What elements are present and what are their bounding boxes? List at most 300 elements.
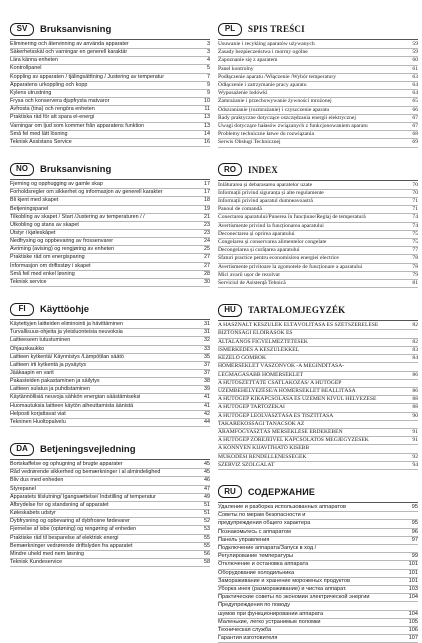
toc-entry-page: 95 (411, 520, 418, 527)
section-divider (218, 502, 418, 503)
toc-entry-title: BIZTONSÁGI ELŐÍRÁSOK ÉS (218, 330, 293, 337)
toc-entry-title: Informasjon om driftsstøy i skapet (10, 262, 91, 269)
toc-entry (10, 123, 210, 131)
toc-entry-page: 82 (412, 338, 418, 345)
toc-entry-title: Уборка инея (размораживание) и чистка аппарат. (218, 585, 347, 592)
section-divider (218, 320, 418, 321)
toc-entry-page: 75 (412, 239, 418, 246)
toc-entry-page: 11 (204, 106, 210, 113)
toc-entry-page: 17 (204, 189, 210, 196)
toc-entry-page: 92 (412, 453, 418, 460)
toc-entry (218, 553, 418, 561)
toc-entry-page: 55 (204, 542, 210, 549)
language-badge: PL (218, 23, 242, 36)
toc-entry-page: 95 (411, 503, 418, 510)
toc-entry-page: 27 (204, 262, 210, 269)
toc-entry-title: Avertismente privind la funcționarea aparatului (218, 222, 324, 229)
toc-entry (10, 510, 210, 518)
toc-entry-title: Odszranianie (rozmrażanie) i czyszczenie aparatu (218, 106, 330, 113)
toc-entry-title: A KÖNNYEN KIJAVÍTHATÓ KISEBB (218, 445, 310, 452)
toc-entry-title: A HŰTŐGÉP LEOLVASZTÁSA ÉS TISZTÍTÁSA (218, 412, 334, 419)
toc-entry-page: 74 (412, 222, 418, 229)
section-header (218, 163, 418, 177)
toc-entry (218, 41, 418, 49)
toc-entry-page: 63 (412, 73, 418, 80)
toc-entry (218, 545, 418, 553)
toc-entry (218, 190, 418, 198)
toc-entry-title: Informații privind siguranța și alte regulamente (218, 189, 324, 196)
toc-entry (10, 559, 210, 567)
toc-entry-page: 51 (204, 501, 210, 508)
toc-entry (218, 98, 418, 106)
toc-entry-title: Praktiske råd om energisparing (10, 254, 85, 261)
toc-entry-title: TAKARÉKOSSÁGI TANÁCSOK AZ (218, 420, 305, 427)
toc-entry-title: Nedfrysing og oppbevaring av frossenvarer (10, 238, 114, 245)
toc-entry (10, 403, 210, 411)
left-column (10, 22, 210, 567)
toc-entry-page: 81 (412, 280, 418, 287)
toc-entry-page: 13 (204, 122, 210, 129)
toc-entry (10, 477, 210, 485)
toc-entry (10, 49, 210, 57)
language-badge: HU (218, 304, 242, 317)
toc-entry-title: Панель управления (218, 536, 270, 543)
toc-entry (218, 445, 418, 453)
toc-entry-page: 69 (412, 139, 418, 146)
section-ro (218, 163, 418, 289)
toc-entry-title: A HŰTŐGÉP TARTOZÉKAI (218, 404, 285, 411)
toc-entry-page: 52 (204, 518, 210, 525)
section-header (218, 485, 418, 499)
toc-entry (218, 198, 418, 206)
toc-entry-title: Apparatets tilslutning/ Igangsættelse/ Indstilling af temperatur (10, 493, 156, 500)
section-da (10, 442, 210, 567)
section-header (10, 22, 210, 36)
toc-entry (218, 537, 418, 545)
toc-entry (218, 602, 418, 610)
toc-entry-title: Varningar om ljud som kommer från apparatens funktion (10, 122, 145, 129)
toc-entry-page: 94 (412, 461, 418, 468)
toc-entry-title: A HŰTŐGÉP ZÖREJEIVEL KAPCSOLATOS MEGJEGYZÉSEK (218, 437, 369, 444)
toc-entry-page: 88 (412, 404, 418, 411)
toc-entry (10, 74, 210, 82)
toc-entry (10, 394, 210, 402)
toc-entry-page: 9 (207, 81, 210, 88)
toc-entry-page: 74 (412, 214, 418, 221)
toc-entry (218, 214, 418, 222)
toc-entry-title: Sfaturi practice pentru economisirea energiei electrice (218, 255, 339, 262)
toc-entry (10, 65, 210, 73)
toc-entry-page: 59 (412, 41, 418, 47)
section-ru (218, 485, 418, 643)
toc-entry-page: 86 (412, 371, 418, 378)
toc-entry (10, 362, 210, 370)
toc-entry (10, 222, 210, 230)
toc-entry (10, 57, 210, 65)
toc-entry (10, 419, 210, 427)
toc-entry-page: 19 (204, 205, 210, 212)
toc-entry (218, 82, 418, 90)
toc-entry (10, 106, 210, 114)
toc-entry (10, 502, 210, 510)
toc-entry-title: A HASZNÁLT KÉSZÜLÉK ELTÁVOLÍTÁSA ÉS SZÉTSZERELÉSE (218, 322, 379, 329)
toc-entry-title: Практические советы по экономии электрической энергии (218, 594, 370, 601)
toc-entry-page: 42 (204, 410, 210, 417)
language-badge: NO (10, 163, 34, 176)
toc-entry (10, 494, 210, 502)
toc-entry-title: A HŰTŐGÉP KIKAPCSOLÁSA ÉS ÜZEMEN KÍVÜL HELYEZÉSE (218, 396, 377, 403)
toc-entry-page: 21 (204, 213, 210, 220)
toc-entry-page: 78 (412, 255, 418, 262)
section-no (10, 162, 210, 287)
section-title: SPIS TREŚCI (248, 24, 305, 34)
toc-entry-page: 3 (207, 41, 210, 47)
toc-entry-page: 30 (204, 278, 210, 285)
toc-entry-page: 3 (207, 49, 210, 56)
toc-entry-page: 97 (411, 536, 418, 543)
toc-entry (10, 90, 210, 98)
toc-entry-title: Käytettyjen laitteiden eliminointi ja hävittäminen (10, 321, 123, 328)
toc-entry-title: Avriming (avising) og rengjøring av enheten (10, 246, 115, 253)
toc-entry-title: ÁLTALÁNOS FIGYELMEZTETÉSEK (218, 338, 308, 345)
section-divider (218, 39, 418, 40)
toc-entry (218, 272, 418, 280)
toc-entry (218, 462, 418, 470)
toc-entry (10, 139, 210, 147)
toc-entry-title: Koppling av apparaten / tjälingsätttning / Justering av temperatur (10, 73, 165, 80)
toc-entry-page: 64 (412, 90, 418, 97)
toc-entry (10, 263, 210, 271)
toc-entry-title: Bli kjent med skapet (10, 197, 59, 204)
toc-entry-page: 41 (204, 394, 210, 401)
toc-entry-page: 78 (412, 263, 418, 270)
toc-entry-title: ÜZEMBEHELYEZÉSE/A HŐMÉRSÉKLET BEÁLLÍTÁSA (218, 387, 356, 394)
toc-entry-page: 13 (204, 114, 210, 121)
language-badge: SV (10, 23, 34, 36)
toc-entry-page: 31 (204, 321, 210, 328)
toc-entry (218, 264, 418, 272)
toc-entry (218, 529, 418, 537)
toc-entry (10, 543, 210, 551)
toc-entry-title: Congelarea și conservarea alimentelor congelate (218, 239, 327, 246)
toc-entry (218, 239, 418, 247)
toc-entry-title: Teknisk Kundeservice (10, 558, 63, 565)
toc-entry-title: Turvallisuus-ohjeita ja yleisluonteisia neuvoksia (10, 329, 123, 336)
section-divider (10, 39, 210, 40)
toc-entry (218, 107, 418, 115)
toc-entry-title: Problemy techniczne łatwe do rozwiązania (218, 131, 314, 138)
toc-entry-page: 70 (412, 181, 418, 188)
toc-entry-title: Helposti korjattavat viat (10, 410, 66, 417)
toc-entry (218, 255, 418, 263)
toc-entry-title: HŐMÉRSÉKLET VÁSZONVOK -A MEGINDÍTÁSA- (218, 363, 345, 370)
toc-entry-title: Laitteen sulatus ja puhdistaminen (10, 386, 91, 393)
section-title: INDEX (248, 164, 279, 175)
toc-entry-title: Säkerhetsskäl och varningar en generell karaktär (10, 49, 128, 56)
toc-entry (10, 279, 210, 287)
toc-entry-page: 65 (412, 98, 418, 105)
toc-entry (10, 41, 210, 49)
toc-entry-page: 104 (408, 594, 418, 601)
toc-entry-title: LEGMAGASABB HŐMÉRSÉKLET (218, 371, 303, 378)
toc-entry (10, 82, 210, 90)
toc-entry-page: 46 (204, 477, 210, 484)
toc-entry (218, 404, 418, 412)
toc-entry-page: 91 (412, 428, 418, 435)
toc-entry-title: Informații privind aparatul dumneavoastră (218, 198, 313, 205)
toc-entry-title: Rady praktyczne dotyczące oszczędzania energii elektrycznej (218, 114, 356, 121)
toc-entry (218, 396, 418, 404)
toc-entry (218, 74, 418, 82)
toc-entry-title: шумов при функционировании аппарата (218, 610, 324, 617)
toc-entry-title: Uwagi dotyczące hałasów związanych z funkcjonowaniem aparatu (218, 123, 368, 130)
toc-entry-title: KEZELŐ GOMBOK (218, 355, 267, 362)
toc-entry-page: 68 (412, 131, 418, 138)
toc-entry (218, 57, 418, 65)
toc-entry-title: Гарантия изготовителя (218, 635, 278, 642)
toc-entry (10, 230, 210, 238)
toc-entry (10, 486, 210, 494)
toc-entry-title: Советы по мерам безопасности и (218, 512, 306, 519)
toc-entry (10, 114, 210, 122)
section-divider (10, 179, 210, 180)
toc-entry-page: 41 (204, 402, 210, 409)
toc-entry-page: 82 (412, 322, 418, 329)
toc-entry-page: 38 (204, 378, 210, 385)
toc-entry-title: SZERVIZ SZOLGÁLAT (218, 461, 275, 468)
toc-entry-title: Mindre uheld med nem løsning (10, 550, 85, 557)
toc-entry-title: Frysa och konservera djupfrysta matvaror (10, 98, 110, 105)
toc-entry-title: Odłączenie i zatrzymanie pracy aparatu (218, 82, 307, 89)
toc-entry (218, 454, 418, 462)
toc-entry-title: Kylens utrustning (10, 89, 52, 96)
toc-entry-title: Forholdsregler om sikkerhet og informasjon av generell karakter (10, 189, 163, 196)
toc-entry (218, 372, 418, 380)
toc-entry-title: Usuwanie i recykling aparatów używanych (218, 41, 315, 47)
toc-entry (218, 247, 418, 255)
toc-entry-page: 45 (204, 469, 210, 476)
toc-entry-title: Dybfrysning og opbevaring af dybfrosne fødevarer (10, 518, 130, 525)
toc-entry (10, 181, 210, 189)
toc-entry-page: 39 (204, 386, 210, 393)
toc-entry-page: 33 (204, 345, 210, 352)
toc-entry-title: ISMERKEDÉS A KÉSZÜLÉKKEL (218, 346, 300, 353)
toc-entry (218, 627, 418, 635)
toc-entry-page: 64 (412, 82, 418, 89)
toc-entry-title: Apparatens urkoppling och kopp (10, 81, 88, 88)
toc-entry-page: 84 (412, 355, 418, 362)
toc-entry-page: 16 (204, 138, 210, 145)
toc-entry (218, 413, 418, 421)
toc-entry-title: Podłączenie aparatu /Włączenie /Wybór temperatury (218, 73, 337, 80)
toc-entry-title: Удаление и разборка использованных аппаратов (218, 503, 347, 510)
section-divider (218, 180, 418, 181)
toc-entry-title: Отключение и остановка аппарата (218, 561, 309, 568)
toc-entry (10, 370, 210, 378)
toc-entry (218, 578, 418, 586)
toc-entry-page: 71 (412, 206, 418, 213)
toc-entry (10, 98, 210, 106)
toc-entry-title: Laitteen kytkentä/ Käynnistys /Lämpötilan säätö (10, 353, 124, 360)
toc-entry-title: Mici avarii ușor de rezolvat (218, 271, 280, 278)
toc-entry (218, 123, 418, 131)
toc-entry-page: 25 (204, 246, 210, 253)
toc-entry (218, 619, 418, 627)
toc-entry (218, 363, 418, 371)
toc-entry-title: Ohjauskaukko (10, 345, 45, 352)
right-column (218, 22, 418, 643)
toc-entry-title: Betjeningspanel (10, 205, 49, 212)
toc-entry-title: Bortskaffelse og ophugning af brugte apparater (10, 461, 123, 468)
toc-entry-title: Huomautuksia laitteen käytön aiheuttamista äänistä (10, 402, 134, 409)
toc-entry-page: 31 (204, 329, 210, 336)
toc-entry-page: 44 (204, 418, 210, 425)
toc-entry (10, 535, 210, 543)
section-pl (218, 22, 418, 148)
section-divider (10, 459, 210, 460)
toc-entry-page: 58 (204, 558, 210, 565)
toc-entry (10, 131, 210, 139)
section-hu (218, 303, 418, 470)
toc-entry-page: 17 (204, 181, 210, 188)
toc-entry-page: 67 (412, 114, 418, 121)
toc-entry-page: 37 (204, 361, 210, 368)
toc-entry-title: Käytännöllisiä neuvoja sähkön energian säästämiseksi (10, 394, 141, 401)
toc-entry (218, 339, 418, 347)
toc-entry-page: 75 (412, 230, 418, 237)
toc-entry (10, 189, 210, 197)
section-header (10, 302, 210, 316)
toc-entry-title: Tilkobling av skapet / Start /Justering av temperaturen / / (10, 213, 145, 220)
toc-entry-title: Tekninen Huoltopalvelu (10, 418, 66, 425)
toc-entry-title: Små fel med lätt lösning (10, 130, 68, 137)
toc-entry (218, 635, 418, 643)
language-badge: DA (10, 443, 34, 456)
toc-entry-title: MŰKÖDÉSI RENDELLENESSÉGEK (218, 453, 307, 460)
toc-entry (10, 329, 210, 337)
toc-entry-title: Avertismente privitoare la zgomotele de funcționare a aparatului (218, 263, 363, 270)
toc-entry (10, 461, 210, 469)
section-sv (10, 22, 210, 147)
toc-entry (218, 504, 418, 512)
section-title: Bruksanvisning (40, 23, 112, 35)
toc-entry-title: Små feil med enkel løsning (10, 270, 75, 277)
section-header (10, 442, 210, 456)
toc-entry-title: Panel kontrolny (218, 65, 254, 72)
toc-entry-title: Utkobling og stans av skapet (10, 221, 79, 228)
toc-entry (10, 271, 210, 279)
toc-entry-title: Познакомьтесь с аппаратом (218, 528, 291, 535)
language-badge: RU (218, 485, 242, 498)
toc-entry-title: Deconectarea și oprirea aparatului (218, 230, 295, 237)
toc-entry (218, 347, 418, 355)
toc-entry-page: 101 (408, 577, 418, 584)
toc-entry-title: Serviciul de Asistență Tehnică (218, 280, 286, 287)
toc-entry-title: Bemærkninger vedrørende driftslyden fra apparatet (10, 542, 133, 549)
toc-entry-title: Предупреждения по поводу (218, 602, 291, 609)
section-title: Bruksanvisning (40, 163, 112, 175)
toc-entry-title: Panoul de comandă (218, 206, 262, 213)
toc-entry (10, 469, 210, 477)
toc-entry-page: 28 (204, 270, 210, 277)
toc-entry-page: 96 (411, 528, 418, 535)
toc-entry-page: 23 (204, 229, 210, 236)
toc-entry-title: Kontrollpanel (10, 65, 42, 72)
toc-entry-page: 103 (408, 585, 418, 592)
toc-entry (10, 197, 210, 205)
toc-entry (10, 246, 210, 254)
toc-entry (218, 280, 418, 288)
toc-entry-page: 14 (204, 130, 210, 137)
toc-entry-page: 47 (204, 485, 210, 492)
toc-entry-title: Laitteen irti kytkentä ja pysäytys (10, 361, 87, 368)
toc-entry (10, 378, 210, 386)
toc-entry-page: 18 (204, 197, 210, 204)
toc-entry-title: Lära känna enheten (10, 57, 58, 64)
toc-entry-title: Wyposażenie lodówki (218, 90, 268, 97)
toc-entry (218, 322, 418, 330)
toc-entry-title: Оборудование холодильника (218, 569, 295, 576)
toc-entry-page: 7 (207, 73, 210, 80)
toc-entry-title: Подключение аппарата/Запуск в ход / (218, 544, 317, 551)
toc-entry-page: 79 (412, 271, 418, 278)
toc-entry (10, 214, 210, 222)
toc-entry-title: Conectarea aparatului/Punerea în funcțiune/Reglaj de temperatură (218, 214, 366, 221)
toc-entry-title: Регулирование температуры (218, 553, 294, 560)
toc-entry-title: Eliminering och återvinning av använda apparater (10, 41, 129, 47)
toc-entry (218, 429, 418, 437)
toc-entry-page: 4 (207, 57, 210, 64)
toc-entry-title: Praktiske råd til besparelse af elektrisk energi (10, 534, 119, 541)
toc-entry (10, 321, 210, 329)
toc-entry-page: 67 (412, 123, 418, 130)
toc-entry (10, 386, 210, 394)
toc-entry-page: 61 (412, 65, 418, 72)
toc-entry-page: 9 (207, 89, 210, 96)
toc-entry (10, 411, 210, 419)
toc-entry-title: Laitteeseen tutustuminen (10, 337, 71, 344)
toc-entry-title: Utstyr i kjøleskåpet (10, 229, 56, 236)
toc-entry-page: 70 (412, 189, 418, 196)
toc-entry-page: 55 (204, 534, 210, 541)
toc-entry (218, 49, 418, 57)
toc-entry (218, 223, 418, 231)
section-title: Betjeningsvejledning (40, 443, 136, 455)
toc-entry-page: 107 (408, 635, 418, 642)
toc-entry-title: Teknisk service (10, 278, 47, 285)
toc-entry-page: 66 (412, 106, 418, 113)
toc-entry (218, 388, 418, 396)
toc-entry (10, 354, 210, 362)
toc-entry (218, 139, 418, 147)
toc-entry-title: Køleskabets udstyr (10, 510, 56, 517)
section-header (218, 303, 418, 317)
toc-entry-page: 83 (412, 346, 418, 353)
toc-entry-page: 37 (204, 370, 210, 376)
section-header (218, 22, 418, 36)
toc-entry-page: 32 (204, 337, 210, 344)
toc-entry-page: 101 (408, 561, 418, 568)
toc-entry-title: A HŰTŐSZÉTTÁTÉ CSATLAKOZÁS/ A HŰTŐGÉP (218, 379, 342, 386)
toc-entry-page: 35 (204, 353, 210, 360)
toc-entry-title: Zasady bezpieczeństwa i mormy ogólne (218, 49, 308, 56)
toc-entry-page: 45 (204, 461, 210, 468)
toc-entry-page: 71 (412, 198, 418, 205)
toc-entry-page: 86 (412, 387, 418, 394)
toc-entry-page: 104 (408, 610, 418, 617)
toc-entry-title: Afbrydelse for og standsning af apparatet (10, 501, 109, 508)
toc-entry (218, 90, 418, 98)
